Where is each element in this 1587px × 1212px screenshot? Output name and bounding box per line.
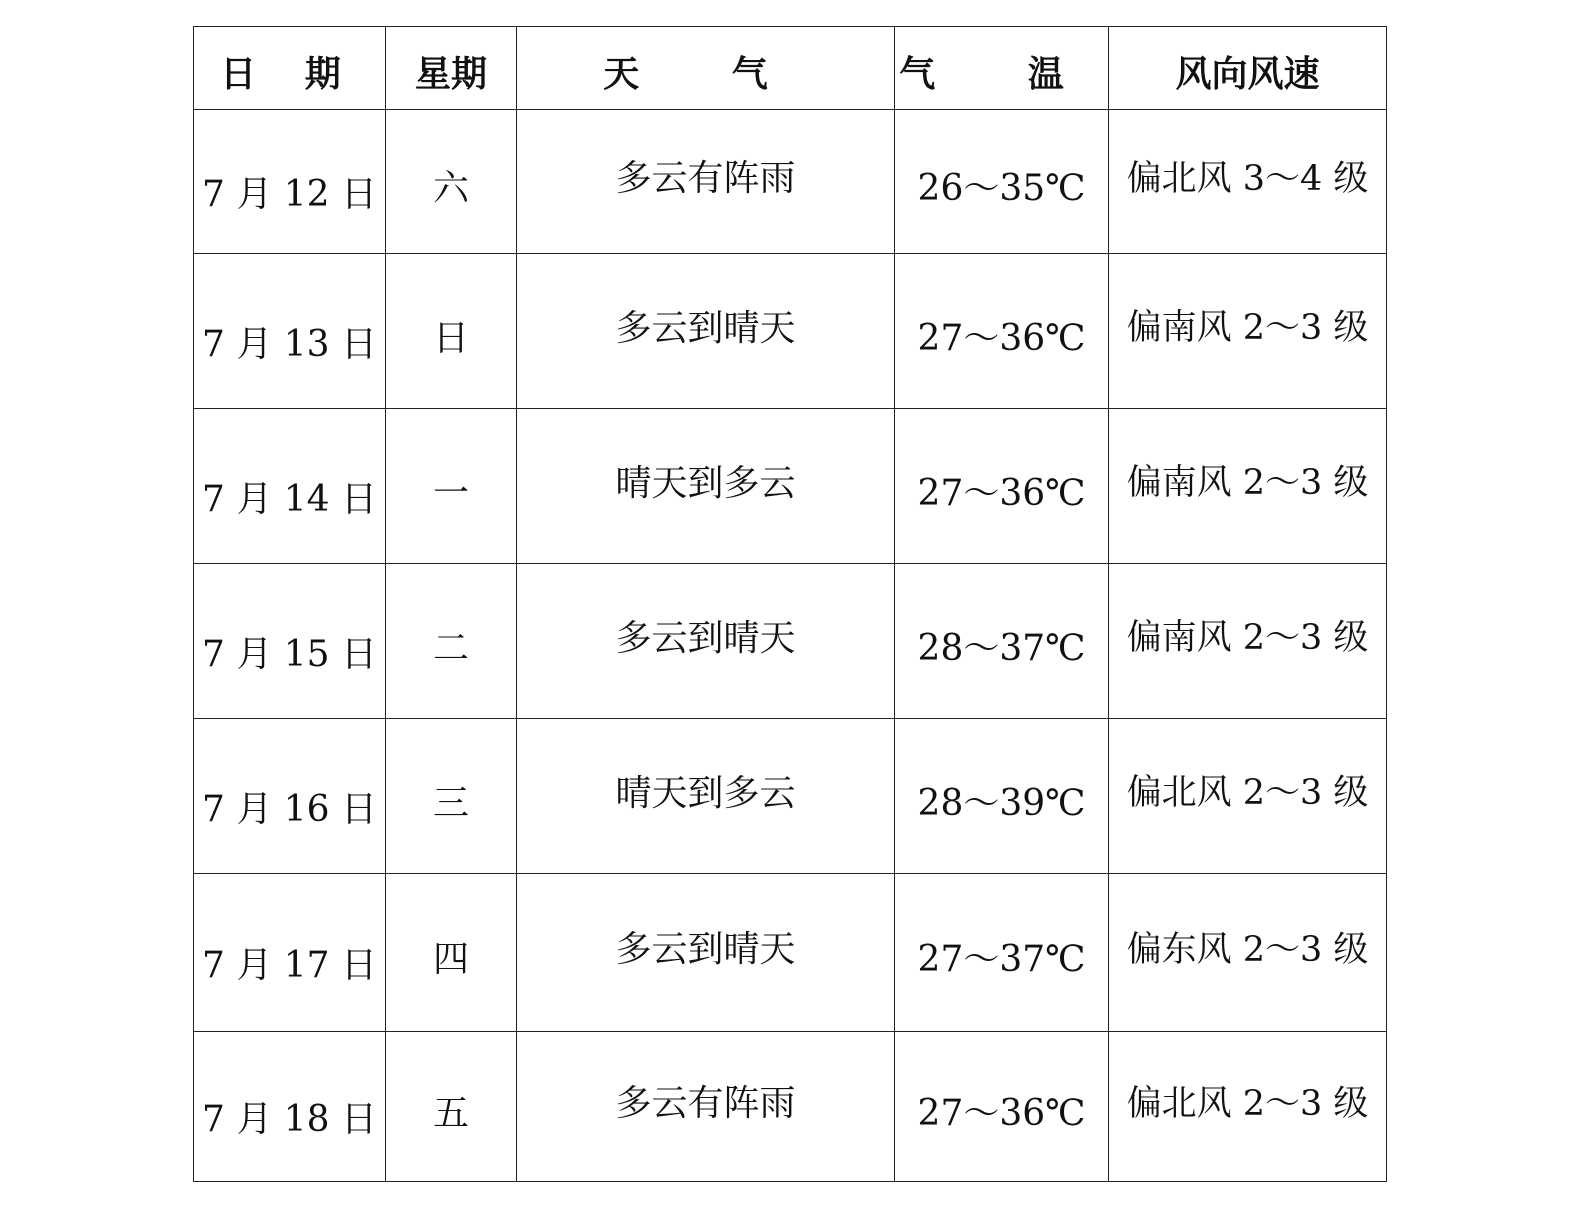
header-weather: 天 气	[517, 27, 895, 110]
table-row	[194, 719, 1387, 874]
row-weather: 多云到晴天	[615, 307, 796, 349]
row-weekday: 日	[432, 317, 469, 359]
row-wind: 偏北风 2～3 级	[1126, 773, 1369, 813]
row-temperature: 27～37℃	[917, 939, 1086, 980]
row-date: 7 月 16 日	[201, 788, 378, 830]
row-weather: 多云有阵雨	[615, 1083, 796, 1124]
row-weekday: 六	[432, 168, 469, 209]
table-row	[194, 564, 1387, 719]
row-temperature: 27～36℃	[917, 472, 1086, 514]
row-date: 7 月 15 日	[201, 633, 378, 675]
weather-forecast-table	[193, 26, 1387, 1182]
row-temperature: 28～39℃	[917, 782, 1086, 824]
row-wind: 偏北风 2～3 级	[1126, 1083, 1369, 1124]
table-row	[194, 874, 1387, 1032]
table-row	[194, 254, 1387, 409]
row-weekday: 二	[432, 627, 469, 669]
row-wind: 偏南风 2～3 级	[1126, 308, 1369, 348]
row-weekday: 三	[432, 782, 469, 824]
row-date: 7 月 12 日	[201, 174, 378, 215]
row-wind: 偏东风 2～3 级	[1126, 929, 1369, 970]
row-weather: 多云到晴天	[615, 617, 796, 659]
row-temperature: 27～36℃	[917, 317, 1086, 359]
row-weekday: 一	[432, 472, 469, 514]
row-wind: 偏北风 3～4 级	[1126, 158, 1369, 199]
header-weekday: 星期	[386, 27, 517, 110]
row-wind: 偏南风 2～3 级	[1126, 618, 1369, 658]
row-weekday: 四	[432, 939, 469, 980]
row-temperature: 26～35℃	[917, 168, 1086, 209]
table-header-row	[194, 27, 1387, 110]
row-date: 7 月 17 日	[201, 945, 378, 986]
row-weather: 多云有阵雨	[615, 158, 796, 199]
row-weather: 多云到晴天	[615, 929, 796, 970]
row-date: 7 月 13 日	[201, 323, 378, 365]
row-weather: 晴天到多云	[615, 462, 796, 504]
row-weather: 晴天到多云	[615, 772, 796, 814]
table-row	[194, 409, 1387, 564]
row-date: 7 月 14 日	[201, 478, 378, 520]
row-temperature: 27～36℃	[917, 1093, 1086, 1134]
header-wind: 风向风速	[1109, 27, 1387, 110]
table-row	[194, 110, 1387, 254]
row-weekday: 五	[432, 1093, 469, 1134]
header-temperature: 气 温	[895, 27, 1109, 110]
row-temperature: 28～37℃	[917, 627, 1086, 669]
row-date: 7 月 18 日	[201, 1099, 378, 1140]
header-date: 日 期	[194, 27, 386, 110]
table-row	[194, 1032, 1387, 1182]
row-wind: 偏南风 2～3 级	[1126, 463, 1369, 503]
